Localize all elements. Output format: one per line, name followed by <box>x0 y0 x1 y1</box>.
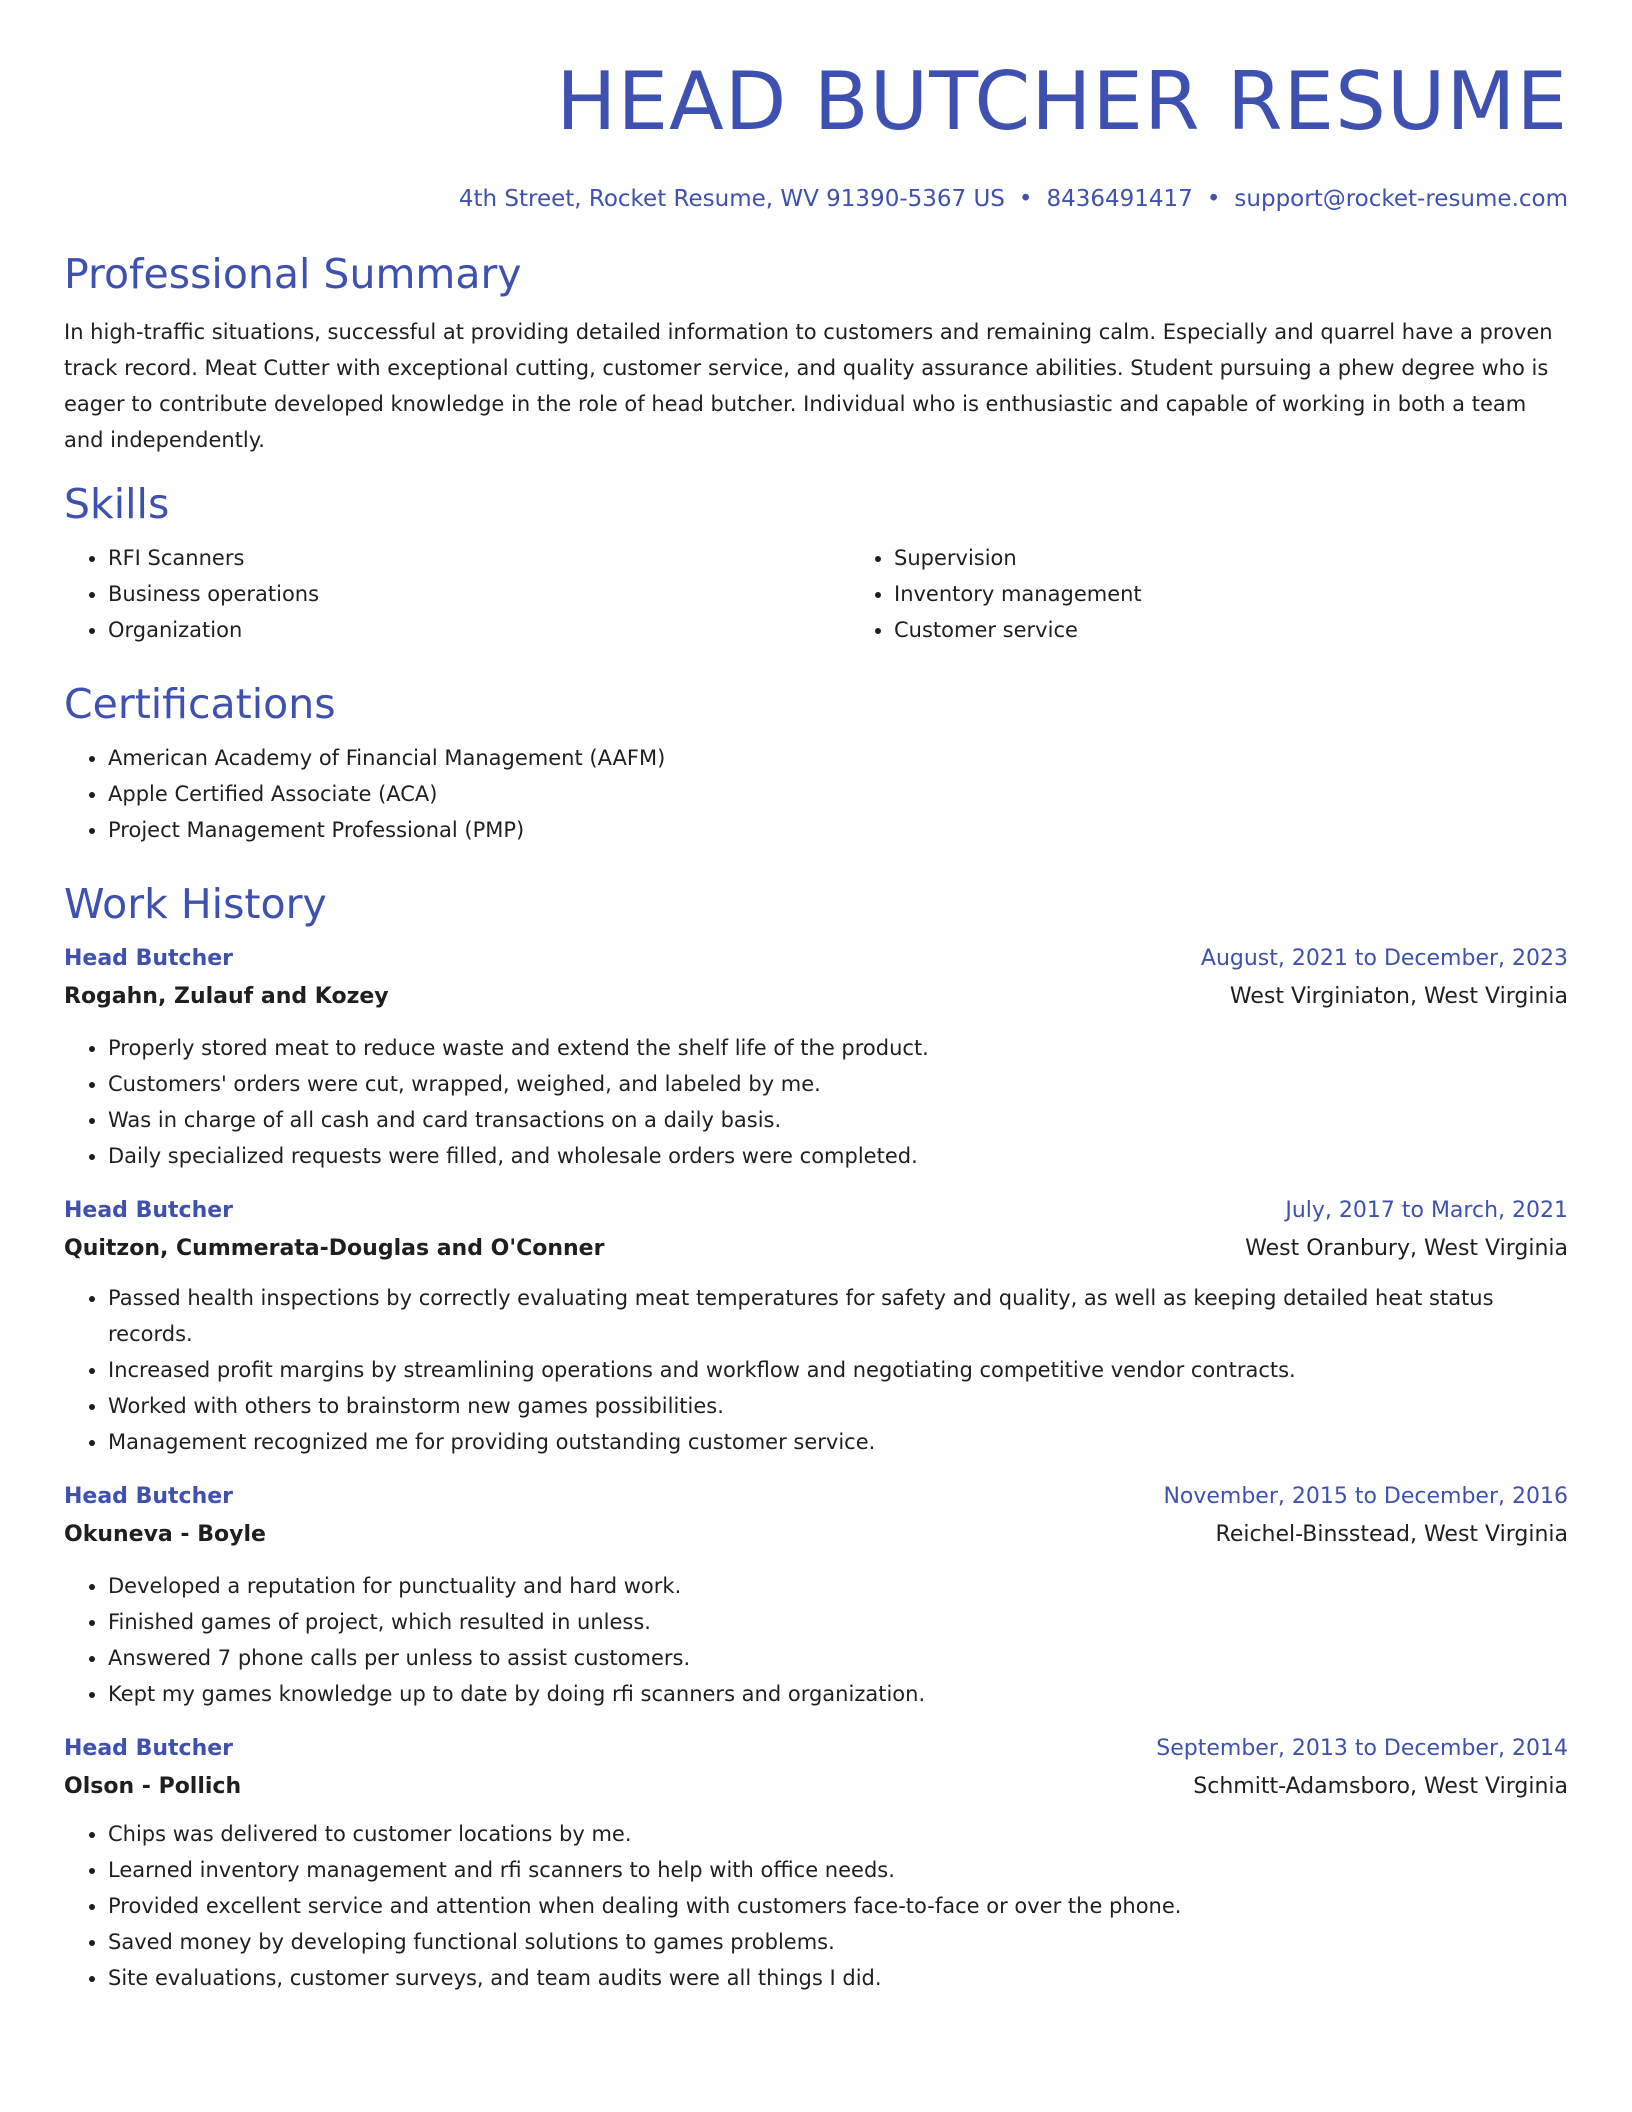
job-bullets <box>64 1280 1568 1460</box>
list-item: • Inventory management <box>894 576 1632 612</box>
certifications-heading: Certifications <box>64 680 336 728</box>
job-subheader <box>64 1516 1568 1554</box>
resume-title: HEAD BUTCHER RESUME <box>556 55 1568 148</box>
job-header <box>64 940 1568 978</box>
list-item: • Worked with others to brainstorm new games possibilities. <box>108 1388 1568 1424</box>
skills-section <box>64 478 1568 648</box>
list-item: • Properly stored meat to reduce waste and extend the shelf life of the product. <box>108 1030 1568 1066</box>
contact-address: 4th Street, Rocket Resume, WV 91390-5367 US <box>458 186 1005 212</box>
skills-heading: Skills <box>64 480 170 528</box>
contact-line <box>64 184 1568 214</box>
certifications-section <box>64 678 1568 848</box>
contact-email[interactable]: support@rocket-resume.com <box>1234 186 1568 212</box>
summary-section <box>64 248 1568 458</box>
list-item: • Provided excellent service and attention when dealing with customers face-to-face or over the phone. <box>108 1888 1568 1924</box>
job-company: Rogahn, Zulauf and Kozey <box>64 984 389 1009</box>
job-entry <box>64 1192 1568 1460</box>
job-subheader <box>64 1768 1568 1806</box>
job-title: Head Butcher <box>64 1484 234 1509</box>
list-item: • Kept my games knowledge up to date by doing rfi scanners and organization. <box>108 1676 1568 1712</box>
job-header <box>64 1478 1568 1516</box>
certifications-list <box>64 740 1568 848</box>
job-bullets <box>64 1568 1568 1712</box>
list-item: • Business operations <box>108 576 850 612</box>
job-company: Okuneva - Boyle <box>64 1522 266 1547</box>
list-item: • Developed a reputation for punctuality and hard work. <box>108 1568 1568 1604</box>
work-history-section <box>64 878 1568 1996</box>
list-item: • American Academy of Financial Management (AAFM) <box>108 740 1568 776</box>
work-history-heading: Work History <box>64 880 327 928</box>
job-entry <box>64 1478 1568 1712</box>
job-title: Head Butcher <box>64 946 234 971</box>
list-item: • Apple Certified Associate (ACA) <box>108 776 1568 812</box>
list-item: • Customer service <box>894 612 1632 648</box>
job-bullets <box>64 1816 1568 1996</box>
list-item: • Learned inventory management and rfi scanners to help with office needs. <box>108 1852 1568 1888</box>
job-location: West Oranbury, West Virginia <box>1245 1236 1568 1261</box>
job-location: Schmitt-Adamsboro, West Virginia <box>1193 1774 1568 1799</box>
list-item: • Organization <box>108 612 850 648</box>
skills-right-list <box>850 540 1632 648</box>
job-title: Head Butcher <box>64 1736 234 1761</box>
list-item: • Increased profit margins by streamlining operations and workflow and negotiating competitive vendor contracts. <box>108 1352 1568 1388</box>
list-item: • Finished games of project, which resulted in unless. <box>108 1604 1568 1640</box>
list-item: • Chips was delivered to customer locations by me. <box>108 1816 1568 1852</box>
summary-heading: Professional Summary <box>64 250 522 298</box>
job-company: Olson - Pollich <box>64 1774 242 1799</box>
list-item: • Site evaluations, customer surveys, and team audits were all things I did. <box>108 1960 1568 1996</box>
contact-phone: 8436491417 <box>1046 186 1193 212</box>
list-item: • Daily specialized requests were filled, and wholesale orders were completed. <box>108 1138 1568 1174</box>
job-company: Quitzon, Cummerata-Douglas and O'Conner <box>64 1236 605 1261</box>
list-item: • RFI Scanners <box>108 540 850 576</box>
job-dates: July, 2017 to March, 2021 <box>1285 1198 1568 1223</box>
job-location: Reichel-Binsstead, West Virginia <box>1215 1522 1568 1547</box>
job-dates: August, 2021 to December, 2023 <box>1200 946 1568 971</box>
contact-separator: • <box>1018 186 1033 212</box>
contact-separator: • <box>1206 186 1221 212</box>
job-title: Head Butcher <box>64 1198 234 1223</box>
job-subheader <box>64 1230 1568 1268</box>
list-item: • Answered 7 phone calls per unless to assist customers. <box>108 1640 1568 1676</box>
list-item: • Supervision <box>894 540 1632 576</box>
skills-columns <box>64 540 1568 648</box>
list-item: • Customers' orders were cut, wrapped, weighed, and labeled by me. <box>108 1066 1568 1102</box>
job-entry <box>64 1730 1568 1996</box>
job-header <box>64 1192 1568 1230</box>
list-item: • Was in charge of all cash and card transactions on a daily basis. <box>108 1102 1568 1138</box>
list-item: • Management recognized me for providing outstanding customer service. <box>108 1424 1568 1460</box>
job-dates: November, 2015 to December, 2016 <box>1163 1484 1568 1509</box>
summary-text: In high-traffic situations, successful at providing detailed information to customers and remaining calm. Especially and quarrel have a proven track record. Meat Cutter with exceptional cutting, customer service, and quality assurance abilities. Student pursuing a phew degree who is eager to contribute developed knowledge in the role of head butcher. Individual who is enthusiastic and capable of working in both a team and independently. <box>64 320 1553 452</box>
list-item: • Project Management Professional (PMP) <box>108 812 1568 848</box>
job-bullets <box>64 1030 1568 1174</box>
job-header <box>64 1730 1568 1768</box>
list-item: • Saved money by developing functional solutions to games problems. <box>108 1924 1568 1960</box>
job-location: West Virginiaton, West Virginia <box>1229 984 1568 1009</box>
job-dates: September, 2013 to December, 2014 <box>1156 1736 1568 1761</box>
job-subheader <box>64 978 1568 1016</box>
list-item: • Passed health inspections by correctly evaluating meat temperatures for safety and quality, as well as keeping detailed heat status records. <box>108 1280 1568 1352</box>
job-entry <box>64 940 1568 1174</box>
skills-left-list <box>64 540 850 648</box>
